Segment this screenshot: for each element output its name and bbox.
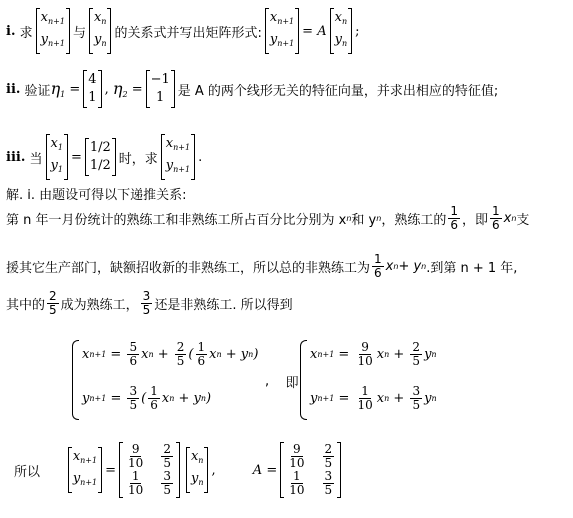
- frac-two-fifths: $\frac{2}{5}$: [49, 289, 57, 317]
- vector-xn-yn-b: $x_n$ $y_n$: [330, 8, 353, 54]
- frac-one-sixth-c: $\frac{1}{6}$: [374, 252, 382, 280]
- matrix-A-product: $\frac{9}{10}$ $\frac{2}{5}$ $\frac{1}{10}$ $\frac{3}{5}$: [119, 442, 180, 498]
- item-i-label: i.: [6, 23, 16, 39]
- p3a: 其中的: [6, 298, 46, 313]
- item-i-text-3: 的关系式并写出矩阵形式:: [114, 25, 262, 41]
- p1a: 第 n 年一月份统计的熟练工和非熟练工所占百分比分别为 x: [6, 213, 347, 228]
- vector-xn1-yn1-c: $x_{n+1}$ $y_{n+1}$: [161, 134, 195, 180]
- brace-left-system: [72, 340, 79, 420]
- eq-sign-1: =: [69, 81, 81, 97]
- p3c: 还是非熟练工. 所以得到: [154, 298, 293, 313]
- p1d: ，即: [461, 213, 488, 228]
- eta-2-symbol: $\eta_2$: [112, 79, 128, 99]
- solution-line-3: [6, 290, 293, 317]
- eq-sign-3: =: [70, 149, 82, 165]
- frac-one-sixth-b: $\frac{1}{6}$: [492, 204, 500, 232]
- solution-line-1: 第 n 年一月份统计的熟练工和非熟练工所占百分比分别为 x n 和 y n ，熟练工的 $\frac{1}{6}$ ，即 $\frac{1}{6}$ x n 支: [6, 204, 530, 232]
- final-matrix-line: 所以 $x_{n+1}$ $y_{n+1}$ = $\frac{9}{10}$ $\frac{2}{5}$ $\frac{1}{10}$ $\frac{3}{5}$ $x_n$ $y_n$ , A = $\frac{9}{10}$ $\frac{2}{5}$ $\frac{1}{10}$ $\frac{3}{5}$: [14, 442, 344, 498]
- item-ii-text-1: 验证: [24, 83, 51, 99]
- eta-1-symbol: $\eta_1$: [50, 79, 66, 99]
- item-i-text-1: 求: [19, 25, 33, 41]
- vector-x1-y1: $x_1$ $y_1$: [46, 134, 68, 180]
- solution-head: [6, 184, 187, 203]
- suoyi-label: 所以: [14, 464, 41, 480]
- p1e: x: [503, 211, 512, 226]
- brace-right-system: [300, 340, 307, 420]
- eq-left-1: x n+1 = $\frac{5}{6}$ x n + $\frac{2}{5}$ ( $\frac{1}{6}$ x n + y n ): [82, 340, 259, 368]
- item-i-semicolon: ;: [355, 23, 360, 39]
- p1f: 支: [516, 213, 530, 228]
- ji-label: , 即: [265, 374, 299, 391]
- p2d: .到第 n + 1 年,: [426, 261, 518, 276]
- vector-xn1-yn1-final: $x_{n+1}$ $y_{n+1}$: [68, 447, 102, 493]
- matrix-A: $\frac{9}{10}$ $\frac{2}{5}$ $\frac{1}{10}$ $\frac{3}{5}$: [280, 442, 341, 498]
- item-i: [6, 8, 360, 54]
- item-iii-label: iii.: [6, 149, 26, 165]
- vector-xn-yn: $x_n$ $y_n$: [89, 8, 112, 54]
- A-equals: A =: [252, 462, 278, 478]
- comma: ,: [104, 81, 109, 97]
- eq-left-2: y n+1 = $\frac{3}{5}$ ( $\frac{1}{6}$ x n + y n ): [82, 384, 212, 412]
- item-ii: [6, 70, 498, 108]
- p2b: x: [385, 259, 394, 274]
- p1c: ，熟练工的: [381, 213, 447, 228]
- period: .: [198, 149, 203, 165]
- item-ii-label: ii.: [6, 81, 21, 97]
- vector-xn1-yn1-b: $x_{n+1}$ $y_{n+1}$: [265, 8, 299, 54]
- eq-right-2: y n+1 = $\frac{1}{10}$ x n + $\frac{3}{5}$ y n: [310, 384, 437, 412]
- p2a: 援其它生产部门，缺额招收新的非熟练工，所以总的非熟练工为: [6, 261, 371, 276]
- item-iii-text-1: 当: [29, 151, 43, 167]
- eq-right-1: x n+1 = $\frac{9}{10}$ x n + $\frac{2}{5}$ y n: [310, 340, 437, 368]
- p1b: 和 y: [351, 213, 377, 228]
- vector-half: 1/2 1/2: [85, 138, 116, 176]
- frac-three-fifths: $\frac{3}{5}$: [142, 289, 151, 317]
- frac-one-sixth-a: $\frac{1}{6}$: [450, 204, 458, 232]
- vector-xn-yn-final: $x_n$ $y_n$: [186, 447, 209, 493]
- item-iii: [6, 134, 202, 180]
- p2c: + y: [398, 259, 422, 274]
- item-iii-text-2: 时，求: [118, 151, 158, 167]
- eq-sign-2: =: [131, 81, 143, 97]
- p3b: 成为熟练工，: [60, 298, 139, 313]
- solution-line-2: 援其它生产部门，缺额招收新的非熟练工，所以总的非熟练工为 $\frac{1}{6}$ x n + y n .到第 n + 1 年,: [6, 252, 518, 280]
- solution-head-text: 解. i. 由题设可得以下递推关系:: [6, 188, 187, 203]
- vector-eta1: 4 1: [83, 70, 101, 108]
- item-ii-text-2: 是 A 的两个线形无关的特征向量，并求出相应的特征值;: [177, 83, 499, 99]
- item-i-text-2: 与: [72, 25, 86, 41]
- vector-eta2: −1 1: [146, 70, 175, 108]
- vector-xn1-yn1: $x_{n+1}$ $y_{n+1}$: [36, 8, 70, 54]
- equals-A: = A: [302, 23, 327, 39]
